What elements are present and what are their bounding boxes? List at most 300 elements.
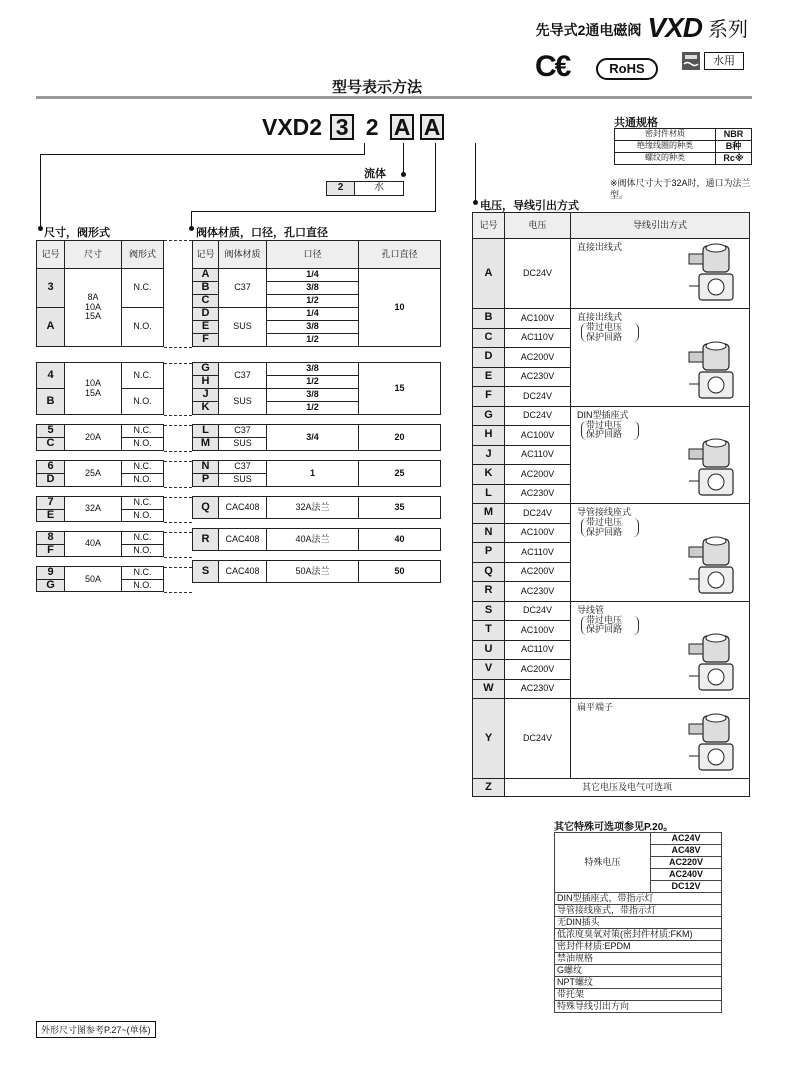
- code-box-wiring: A: [420, 114, 444, 140]
- wiring-voltage: DC24V: [505, 239, 571, 309]
- special-voltage: AC48V: [651, 845, 722, 857]
- body-table: [192, 240, 441, 583]
- dashed-connector: [164, 415, 192, 416]
- wiring-voltage: DC24V: [505, 387, 571, 407]
- wiring-voltage: AC100V: [505, 309, 571, 329]
- wiring-code: F: [473, 387, 505, 407]
- body-code: G: [193, 363, 219, 376]
- size-code: 7: [37, 497, 65, 510]
- valve-type: N.O.: [122, 438, 164, 451]
- wiring-desc: 扁平端子: [577, 702, 614, 712]
- size-row: [37, 269, 164, 282]
- port-size: 3/8: [267, 389, 359, 402]
- wiring-method: [571, 406, 750, 504]
- size-values: 50A: [65, 567, 122, 592]
- special-voltage-row: [555, 833, 722, 845]
- wiring-voltage: AC100V: [505, 621, 571, 641]
- option-row: [555, 929, 722, 941]
- size-row: [37, 497, 164, 510]
- body-code: F: [193, 334, 219, 347]
- connector-dot: [189, 226, 194, 231]
- body-code: C: [193, 295, 219, 308]
- wiring-voltage: AC110V: [505, 640, 571, 660]
- wiring-code: Z: [473, 779, 505, 797]
- body-material: C37: [219, 363, 267, 389]
- spacer-row: [37, 415, 164, 425]
- size-code: 3: [37, 269, 65, 308]
- wiring-table: [472, 212, 750, 797]
- size-code: B: [37, 389, 65, 415]
- wiring-title: 电压，导线引出方式: [480, 200, 579, 212]
- valve-type: N.C.: [122, 461, 164, 474]
- wiring-code: E: [473, 367, 505, 387]
- wiring-voltage: DC24V: [505, 406, 571, 426]
- body-code: S: [193, 561, 219, 583]
- wiring-code: R: [473, 582, 505, 602]
- size-code: F: [37, 544, 65, 557]
- size-code: 8: [37, 532, 65, 545]
- wiring-sub: 带过电压 保护回路: [581, 518, 639, 537]
- wiring-desc: 导管接线座式: [577, 507, 632, 517]
- connector-line: [40, 154, 41, 228]
- valve-type: N.O.: [122, 474, 164, 487]
- orifice-dia: 20: [359, 425, 441, 451]
- water-icon: [682, 52, 700, 70]
- size-code: 4: [37, 363, 65, 389]
- section-rule: [36, 96, 752, 99]
- wiring-voltage: DC24V: [505, 504, 571, 524]
- size-values: 8A 10A 15A: [65, 269, 122, 347]
- valve-type: N.O.: [122, 308, 164, 347]
- dashed-connector: [164, 240, 192, 241]
- option-row: [555, 893, 722, 905]
- dashed-connector: [164, 522, 192, 523]
- wiring-voltage: AC110V: [505, 328, 571, 348]
- water-use-badge: 水用: [704, 52, 744, 70]
- size-row: [37, 532, 164, 545]
- size-code: A: [37, 308, 65, 347]
- wiring-voltage: DC24V: [505, 699, 571, 779]
- solenoid-valve-icon: [683, 340, 743, 402]
- body-row: [193, 529, 441, 551]
- solenoid-valve-icon: [683, 437, 743, 499]
- code-fluid: 2: [365, 113, 379, 140]
- dashed-connector: [164, 461, 192, 462]
- fluid-table: [326, 181, 404, 196]
- connector-dot: [38, 226, 43, 231]
- dashed-connector: [164, 532, 192, 533]
- body-code: H: [193, 376, 219, 389]
- body-table-header: [193, 241, 441, 269]
- valve-type: N.O.: [122, 544, 164, 557]
- valve-type: N.C.: [122, 497, 164, 510]
- port-size: 1/2: [267, 295, 359, 308]
- size-code: 6: [37, 461, 65, 474]
- body-material: SUS: [219, 389, 267, 415]
- extras-title: 其它特殊可选项参见P.20。: [554, 822, 674, 833]
- spacer: [193, 415, 441, 425]
- wiring-voltage: AC100V: [505, 426, 571, 446]
- size-values: 10A 15A: [65, 363, 122, 415]
- size-row: [37, 363, 164, 376]
- port-size: 1: [267, 461, 359, 487]
- port-size: 1/4: [267, 269, 359, 282]
- spec-note: ※阀体尺寸大于32A时，通口为法兰型。: [610, 178, 751, 200]
- spec-value: NBR: [716, 129, 752, 141]
- spacer-row: [193, 415, 441, 425]
- wiring-code: B: [473, 309, 505, 329]
- body-header-cell: 记号: [193, 241, 219, 269]
- wiring-code: C: [473, 328, 505, 348]
- size-code: D: [37, 474, 65, 487]
- option-text: DIN型插座式，带指示灯: [555, 893, 722, 905]
- valve-type: N.C.: [122, 269, 164, 308]
- body-code: B: [193, 282, 219, 295]
- special-voltage: DC12V: [651, 881, 722, 893]
- size-row: [37, 425, 164, 438]
- body-code: L: [193, 425, 219, 438]
- header-subtitle: 先导式2通电磁阀: [535, 22, 642, 38]
- wiring-code: K: [473, 465, 505, 485]
- wiring-row: [473, 406, 750, 426]
- body-row: [193, 561, 441, 583]
- valve-type: N.C.: [122, 425, 164, 438]
- dashed-connector: [164, 592, 192, 593]
- wiring-code: L: [473, 484, 505, 504]
- fluid-code: 2: [327, 182, 355, 196]
- body-material: SUS: [219, 438, 267, 451]
- header-model: VXD: [647, 12, 702, 43]
- size-values: 40A: [65, 532, 122, 557]
- option-text: 带托架: [555, 989, 722, 1001]
- body-material: CAC408: [219, 497, 267, 519]
- ce-mark: C€: [535, 50, 570, 83]
- section-title: 型号表示方法: [332, 79, 423, 96]
- wiring-code: A: [473, 239, 505, 309]
- size-code: 5: [37, 425, 65, 438]
- spec-value: B种: [716, 141, 752, 153]
- size-table: [36, 240, 164, 592]
- spec-value: Rc※: [716, 153, 752, 165]
- port-size: 32A法兰: [267, 497, 359, 519]
- valve-type: N.O.: [122, 509, 164, 522]
- extras-table: [554, 832, 722, 1013]
- connector-dot: [473, 200, 478, 205]
- body-material: SUS: [219, 308, 267, 347]
- spacer-row: [37, 487, 164, 497]
- wiring-voltage: AC200V: [505, 465, 571, 485]
- orifice-dia: 15: [359, 363, 441, 415]
- dashed-connector: [164, 487, 192, 488]
- body-code: R: [193, 529, 219, 551]
- orifice-dia: 40: [359, 529, 441, 551]
- port-size: 3/8: [267, 282, 359, 295]
- wiring-method: [571, 699, 750, 779]
- wiring-code: Q: [473, 562, 505, 582]
- wiring-voltage: AC200V: [505, 660, 571, 680]
- body-code: P: [193, 474, 219, 487]
- wiring-desc: 直接出线式: [577, 242, 623, 252]
- wiring-row: [473, 239, 750, 309]
- wiring-code: H: [473, 426, 505, 446]
- special-voltage-label: 特殊电压: [555, 833, 651, 893]
- body-row: [193, 461, 441, 474]
- option-row: [555, 989, 722, 1001]
- body-material: SUS: [219, 474, 267, 487]
- wiring-code: T: [473, 621, 505, 641]
- connector-line: [475, 143, 476, 203]
- model-prefix: VXD2: [262, 113, 323, 140]
- spacer-row: [193, 551, 441, 561]
- size-header-cell: 阀形式: [122, 241, 164, 269]
- spec-label: 密封件材质: [615, 129, 716, 141]
- spacer-row: [37, 451, 164, 461]
- body-table-title: 阀体材质，口径，孔口直径: [196, 227, 328, 239]
- spacer: [37, 451, 164, 461]
- spacer: [37, 522, 164, 532]
- header-series: 系列: [708, 19, 748, 41]
- wiring-row: [473, 601, 750, 621]
- wiring-code: Y: [473, 699, 505, 779]
- rohs-badge: RoHS: [596, 58, 658, 80]
- size-code: E: [37, 509, 65, 522]
- solenoid-valve-icon: [683, 242, 743, 304]
- size-code: G: [37, 579, 65, 592]
- body-code: Q: [193, 497, 219, 519]
- spacer-row: [193, 347, 441, 363]
- size-header-cell: 记号: [37, 241, 65, 269]
- spec-title: 共通规格: [614, 117, 658, 129]
- port-size: 1/2: [267, 334, 359, 347]
- fluid-label: 流体: [364, 168, 386, 180]
- dashed-connector: [164, 425, 192, 426]
- wiring-voltage: AC200V: [505, 562, 571, 582]
- connector-dot: [401, 172, 406, 177]
- wiring-desc: 导线管: [577, 604, 605, 615]
- option-text: G螺纹: [555, 965, 722, 977]
- spacer: [193, 551, 441, 561]
- wiring-method: [571, 309, 750, 407]
- wiring-code: P: [473, 543, 505, 563]
- wiring-voltage: AC100V: [505, 523, 571, 543]
- body-material: CAC408: [219, 529, 267, 551]
- solenoid-valve-icon: [683, 535, 743, 597]
- option-row: [555, 905, 722, 917]
- wiring-header-cell: 导线引出方式: [571, 213, 750, 239]
- option-text: 密封件材质:EPDM: [555, 941, 722, 953]
- wiring-sub: 带过电压 保护回路: [581, 616, 639, 635]
- body-material: C37: [219, 425, 267, 438]
- option-row: [555, 941, 722, 953]
- wiring-code: D: [473, 348, 505, 368]
- wiring-code: S: [473, 601, 505, 621]
- valve-type: N.O.: [122, 389, 164, 415]
- wiring-method: [571, 601, 750, 699]
- wiring-voltage: AC230V: [505, 679, 571, 699]
- body-row: [193, 425, 441, 438]
- spacer-row: [193, 451, 441, 461]
- spacer-row: [37, 557, 164, 567]
- dashed-connector: [164, 497, 192, 498]
- wiring-desc: DIN型插座式: [577, 409, 629, 420]
- spacer-row: [193, 487, 441, 497]
- port-size: 3/4: [267, 425, 359, 451]
- size-values: 20A: [65, 425, 122, 451]
- spacer-row: [37, 522, 164, 532]
- valve-type: N.C.: [122, 532, 164, 545]
- wiring-sub: 带过电压 保护回路: [581, 323, 639, 342]
- solenoid-valve-icon: [683, 712, 743, 774]
- wiring-other: 其它电压及电气可选项: [505, 779, 750, 797]
- wiring-voltage: AC230V: [505, 367, 571, 387]
- port-size: 1/4: [267, 308, 359, 321]
- wiring-voltage: AC230V: [505, 582, 571, 602]
- option-text: NPT螺纹: [555, 977, 722, 989]
- dashed-connector: [164, 363, 192, 364]
- body-row: [193, 497, 441, 519]
- wiring-row: [473, 504, 750, 524]
- option-text: 特殊导线引出方向: [555, 1001, 722, 1013]
- orifice-dia: 50: [359, 561, 441, 583]
- solenoid-valve-icon: [683, 632, 743, 694]
- body-material: C37: [219, 461, 267, 474]
- fluid-value: 水: [355, 182, 404, 196]
- series-header: [536, 10, 748, 44]
- body-code: A: [193, 269, 219, 282]
- body-material: C37: [219, 269, 267, 308]
- spec-table: [614, 128, 752, 165]
- size-table-header: [37, 241, 164, 269]
- wiring-row: [473, 699, 750, 779]
- option-text: 低浓度臭氧对策(密封件材质:FKM): [555, 929, 722, 941]
- port-size: 3/8: [267, 321, 359, 334]
- option-text: 无DIN插头: [555, 917, 722, 929]
- spec-label: 螺纹的种类: [615, 153, 716, 165]
- size-code: C: [37, 438, 65, 451]
- port-size: 1/2: [267, 402, 359, 415]
- size-values: 32A: [65, 497, 122, 522]
- option-text: 导管接线座式，带指示灯: [555, 905, 722, 917]
- valve-type: N.C.: [122, 363, 164, 389]
- body-code: M: [193, 438, 219, 451]
- size-header-cell: 尺寸: [65, 241, 122, 269]
- spacer-row: [37, 347, 164, 363]
- size-row: [37, 567, 164, 580]
- connector-line: [364, 143, 365, 154]
- port-size: 40A法兰: [267, 529, 359, 551]
- code-box-size: 3: [330, 114, 354, 140]
- spacer: [37, 487, 164, 497]
- model-code: [262, 112, 444, 142]
- body-row: [193, 363, 441, 376]
- orifice-dia: 25: [359, 461, 441, 487]
- dashed-connector: [164, 451, 192, 452]
- body-code: E: [193, 321, 219, 334]
- wiring-voltage: AC230V: [505, 484, 571, 504]
- spec-row: [615, 129, 752, 141]
- wiring-code: W: [473, 679, 505, 699]
- connector-line: [403, 143, 404, 175]
- body-code: J: [193, 389, 219, 402]
- spec-row: [615, 153, 752, 165]
- wiring-header-cell: 电压: [505, 213, 571, 239]
- code-box-body: A: [390, 114, 414, 140]
- wiring-voltage: AC110V: [505, 445, 571, 465]
- spacer: [193, 451, 441, 461]
- dashed-connector: [164, 347, 192, 348]
- footer-note: 外形尺寸图参考P.27~(单体): [36, 1021, 156, 1038]
- dashed-connector: [164, 567, 192, 568]
- wiring-sub: 带过电压 保护回路: [581, 421, 639, 440]
- special-voltage: AC24V: [651, 833, 722, 845]
- port-size: 1/2: [267, 376, 359, 389]
- port-size: 50A法兰: [267, 561, 359, 583]
- special-voltage: AC220V: [651, 857, 722, 869]
- port-size: 3/8: [267, 363, 359, 376]
- size-code: 9: [37, 567, 65, 580]
- spacer: [193, 347, 441, 363]
- orifice-dia: 35: [359, 497, 441, 519]
- spacer: [193, 519, 441, 529]
- option-row: [555, 965, 722, 977]
- body-header-cell: 孔口直径: [359, 241, 441, 269]
- dashed-connector: [164, 557, 192, 558]
- wiring-code: M: [473, 504, 505, 524]
- wiring-row: [473, 309, 750, 329]
- spec-label: 绝缘线圈的种类: [615, 141, 716, 153]
- body-code: N: [193, 461, 219, 474]
- valve-type: N.O.: [122, 579, 164, 592]
- wiring-row-z: [473, 779, 750, 797]
- valve-type: N.C.: [122, 567, 164, 580]
- body-material: CAC408: [219, 561, 267, 583]
- wiring-desc: 直接出线式: [577, 312, 623, 322]
- option-text: 禁油规格: [555, 953, 722, 965]
- orifice-dia: 10: [359, 269, 441, 347]
- spacer-row: [193, 519, 441, 529]
- spec-row: [615, 141, 752, 153]
- wiring-code: U: [473, 640, 505, 660]
- size-row: [37, 461, 164, 474]
- wiring-header: [473, 213, 750, 239]
- wiring-code: V: [473, 660, 505, 680]
- spacer: [37, 347, 164, 363]
- wiring-header-cell: 记号: [473, 213, 505, 239]
- size-table-title: 尺寸，阀形式: [44, 227, 110, 239]
- body-header-cell: 阀体材质: [219, 241, 267, 269]
- wiring-method: [571, 239, 750, 309]
- connector-line: [435, 143, 436, 211]
- wiring-voltage: AC110V: [505, 543, 571, 563]
- spacer: [37, 557, 164, 567]
- spacer: [37, 415, 164, 425]
- connector-line: [40, 154, 365, 155]
- special-voltage: AC240V: [651, 869, 722, 881]
- wiring-code: J: [473, 445, 505, 465]
- wiring-method: [571, 504, 750, 602]
- body-code: D: [193, 308, 219, 321]
- option-row: [555, 917, 722, 929]
- wiring-code: N: [473, 523, 505, 543]
- option-row: [555, 953, 722, 965]
- option-row: [555, 1001, 722, 1013]
- wiring-voltage: AC200V: [505, 348, 571, 368]
- connector-line: [191, 211, 436, 212]
- body-code: K: [193, 402, 219, 415]
- body-row: [193, 269, 441, 282]
- wiring-code: G: [473, 406, 505, 426]
- wiring-voltage: DC24V: [505, 601, 571, 621]
